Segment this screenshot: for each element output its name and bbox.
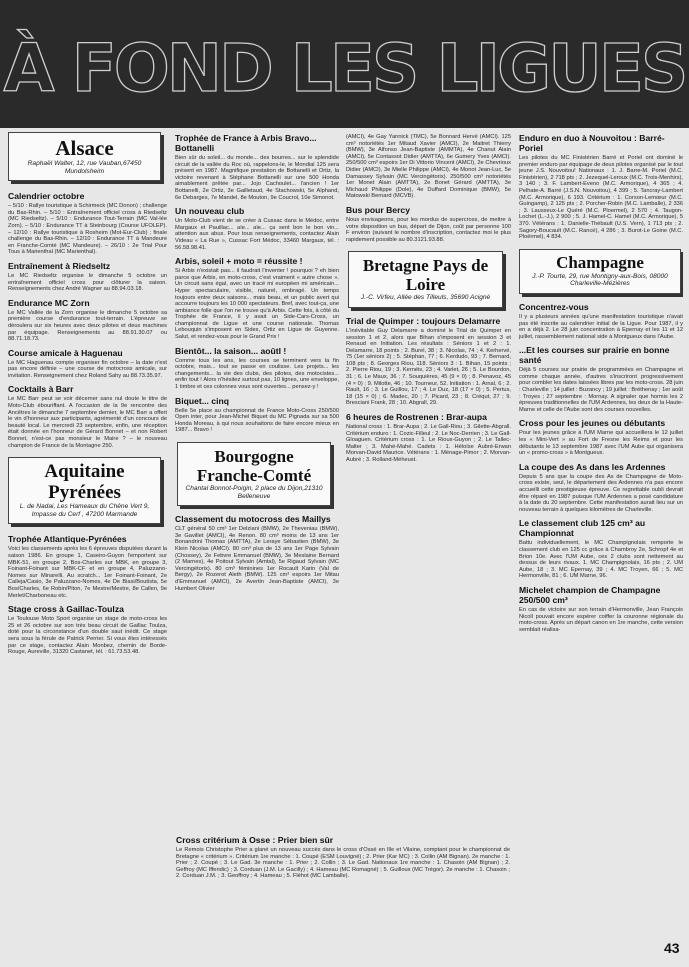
league-contact: J.-P. Tourte, 29, rue Montigny-aux-Bois, 08000 Charleville-Mézières [532,272,668,288]
article-heading: Arbis, soleil + moto = réussite ! [175,256,303,267]
league-contact: Chantal Bonnot-Poigin, 2 place du Dijon,21310 Belleneuve [185,485,323,500]
article-text: (AMCI), 4e Gay Yannick (TMC), 5e Bonnard Hervé (AMCI). 125 cm³ notoriétés 1er Mitaud Xavier (AMCI), 2e Maitret Thierry (BMW), 3e Alfonso Jean-Baptiste (AMMTA), 4e Chanut Alain (AMCI), 5e Contassot Didier (AMTTA), 6e Gumery Yves (AMCI). 250/500 cm³ espoirs 1er Di Vittorio Vincent (AMCI), 2e Chevrioux Didier (AMCI), 3e Mielle Philippe (AMCI), 4e Monot Jean-Luc, 5e Damassey Sylvain (MC Vercingétorix). 250/500 cm³ notoriétés 1er Monet Alain (AMTTA), 2e Bonet Gérard (AMTTA), 3e Michaud Philippe (Dole), 4e Duffard Dominique (BMW), 5e Matowski Bernard (MCVB). [346,134,511,200]
article-heading: 6 heures de Rostrenen : Brar-aupa [346,412,487,423]
article-text: Le MC Haguenau compte organiser fin octobre – la date n'est pas encore définie – une course de motocross amicale, sur invitation. Renseignement chez Roland Sahy au 88.73.35.97. [8,359,167,379]
article-text: Un Moto-Club vient de se créer à Cussac dans le Médoc, entre Margaux et Pauillac... aïe... aïe... ça sent bon le bon vin... attention aux abus. Pour tous renseignements, contactez Alain Videau « La Rue », Cussac Fort Médoc, 33460 Margaux, tél. : 56.58.98.41. [175,218,339,251]
article-text: Déjà 5 courses sur prairie de programmées en Champagne et comme chaque année, d'autres s'inscriront progressivement pour combler les dates laissées libres par les moto-cross. 28 juin : Charleville ; 14 juillet : Buzancy ; 19 juillet : Bréthenay ; 1er août : Troyes ; 27 septembre : Mornay. A signaler que hormis les 2 épreuves traditionnelles de l'UM Ardennes, les deux de la Haute-Marne et celle de l'Aube sont des courses nouvelles. [519,367,683,413]
league-name: Champagne [556,252,644,272]
article-text: Il y a plusieurs années qu'une manifestation touristique n'avait pas été inscrite au calendrier initial de la Ligue. Pour 1987, il y en a déjà 2. Le 28 juin concentration à Epernay et les 11 et 12 juillet, rassemblement national side à Montgueux dans l'Aube. [519,313,683,340]
article-heading: Cocktails à Barr [8,384,74,395]
article-text: Battu individuellement, le MC Champignolais remporte le classement club en 125 cc grâce à Chambroy 2e, Schropf 4e et Brion 10e. Avec l'UM Aube, ces 2 clubs sont nettement au dessus de leurs rivaux. 1. MC Champignolais, 16 pts ; 2. UM Aube, 18 ; 3. MC Epernay, 39 ; 4. MC Troyen, 66 ; 5. MC Hermonville, 81 ; 6. UM Marne, 96. [519,540,683,580]
article-heading: Classement du motocross des Maillys [175,514,331,525]
column-1 [8,128,167,928]
league-box-alsace [8,132,161,181]
article-heading: Michelet champion de Champagne 250/500 cm³ [519,584,661,605]
article-heading: Enduro en duo à Nouvoitou : Barré-Poriel [519,133,665,153]
article-heading: Stage cross à Gaillac-Toulza [8,604,124,615]
article-text: Voici les classements après les 6 épreuves disputées durant la saison 1986. En groupe 1, Caseiro-Guyon l'emportent sur MBK-51, en groupe 2, Bos-Charles sur MBK, en groupe 3, Foinant-Foinant sur MBK-CF et en groupe 4, Paluzzano-Nomes sur Minarelli. Au scratch... 1er Foinant-Foinant, 2e Calleja/Casio, 3e Paluzzano-Nomes, 4e De Biasi/Boutista, 5e Bos/Charles, 6e Robin/Piton, 7e Mestre/Mestre, 8e Callen, 9e Merlet/Charboneau etc. [8,546,167,599]
article-heading: Entraînement à Riedseltz [8,260,111,271]
league-contact: J.-C. Virfeu, Allée des Tilleuls, 35690 Acigné [360,294,491,302]
column-3 [346,128,511,928]
article-heading: Cross pour les jeunes ou débutants [519,418,666,429]
article-text: Les pilotes du MC Finistérien Barré et Poriel ont dominé le premier enduro par équipage de deux pilotes organisé par le tout jeune J.S. Nouvoitou! Nationaux : 1. J. Barre-M. Poriel (M.C. Finistérien), 2 718 pts ; 2. Jezequel-Leroux (M.C. Trois-Menhirs), 3 140 ; 3. F. Lambert-Eveno (M.C. Armorique), 4 365 ; 4. Pelhate-A. Barré (J.S.N. Nouvoitou), 4 399 ; 5. Tancray-Lambert (M.C. Armorique), 6 193. Critérium : 1. Corson-Lemœur (M.C. Guingamp), 2 125 pts ; 2. Porcher-Robin (M.C. Lamballe), 2 336 ; 3. Lausseux-Le Quéré (M.C. Ploermel), 2 570 ; 4. Taugon-Lochet (L.-J.), 2 900 ; 5. J. Hamel-C. Hamel (M.C. Armorique), 5 370. Vétérans : 1. Danielle-Thébault (U.S. Vern), 1 713 pts ; 2. Sagory-Boucault (M.C. Rancé), 4 286 ; 3. Burot-Le Goine (M.C. Ploërmel), 4 834. [519,155,683,241]
league-box-bretagne [348,251,503,308]
article-heading: Biquet... cinq [175,395,229,406]
page-number: 43 [664,940,680,956]
article-text: Depuis 5 ans que la coupe des As de Champagne de Moto-cross existe, seul, le département des Ardennes n'a pas encore accueilli cette prestigieuse épreuve. Ce regrettable oubli devrait être réparé en 1987 puisque l'UM Ardennes a posé candidature à la date du 20 septembre. Cette manifestation aurait lieu sur un nouveau terrain à quelques kilomètres de Charleville. [519,473,683,513]
article-text: – 5/10 : Rallye touristique à Schirmeck (MC Donon) ; challenge du Bas-Rhin. – 5/10 : Entraînement officiel cross à Riedseltz (MC Riedseltz). – 5/10 : Endurance Tout-Terrain (MC Val-lée Zorn). – 5/10 : Endurance TT à Steinbourg (Course UFOLEP). – 12/10 : Rallye touristique à Rosheim (Mot-Eur-Club) ; finale challenge du Bas-Rhin. – 12/10 : Endurance TT à Mandeure en Franche-Comté (MC Mandeure). – 26/10 : 2e Trial Pour Tous à Marienthal (MC Marienthal). [8,203,167,256]
article-text: Si Arbis n'existait pas... il faudrait l'inventer ! pourquoi ? eh bien parce que Arbis, en moto-cross, c'est vraiment « autre chose ». Un circuit sans égal, avec un tracé mi européen mi américain... Hyper spectaculaire, visible, naturel, ombragé. Un temps toujours entre deux saisons... mais beau, et un public avert qui accourre toujours les 10 000 spectateurs. Bref, avec tout-ça, une ambiance folle que l'on ne trouve qu'à Arbis. Cette fois, à côté du Trophée de France, il y avait un Side-Cars-Cross, un championnat de Ligue et une course nationale. Thomas Lebouquin s'imposent en Sides, Ortiz en Ligue de Guyenne. Salut, et rendez-vous pour le Grand Prix ! [175,268,339,341]
article-heading: Course amicale à Haguenau [8,347,123,358]
article-text: En cas de victoire sur son terrain d'Hermonville, Jean François Nicoll pouvait encore espérer coiffer la couronne régionale du moto-cross. Après un départ canon en 1re manche, cette version semblait réalisa- [519,606,683,633]
article-heading: ...Et les courses sur prairie en bonne santé [519,345,670,366]
article-heading: Un nouveau club [175,206,245,217]
article-heading: Trophée Atlantique-Pyrénées [8,534,127,545]
league-box-bourgogne [177,442,331,506]
article-heading: Calendrier octobre [8,191,85,202]
league-name: Aquitaine Pyrénées [44,461,125,504]
article-text: Belle 5e place au championnat de France Moto-Cross 250/500 Open inter, pour Jean-Michel Biquet du MC Pignada sur sa 500 Honda Moreau, à qui nous souhaitons de faire encore mieux en 1987... Bravo ! [175,407,339,434]
article-heading: Bus pour Bercy [346,204,410,215]
league-box-aquitaine [8,457,161,524]
article-text: Le MC Barr peut se voir décerner sans nul doute le titre de Moto-Club ébouriffant. A l'occasion de la 9e rencontre des Ancêtres le dimanche 7 septembre dernier, le MC Barr a offert le vin d'honneur aux participants, agrémenté d'un concours de beauté local. Le mercredi 23 septembre, enfin, une réception était donnée en l'honneur de Gérard Bonnet – et non Robert Bonnet, n'est-ce pas monsieur le Maire ? – le nouveau champion de France de la Montagne 250. [8,396,167,449]
article-text: National cross : 1. Brar-Aupa ; 2. Le Gall-Riou ; 3. Gilette-Abgrall. Critérium enduro : 1. Cozic-Filleul ; 2. Le Noc-Derrien ; 3. Le Gall-Gloaguen. Critérium cross : 1. Le Rioux-Guyon ; 2. Le Tallec-Malter ; 3. Mahé-Mahé. Cadets : 1. Héloïse Aubré-Erwan Morvan-David Maurice. Vétérans : 1. Ménage-Pimor ; 2. Morvan-Aubré ; 3. Rolland-Méheust. [346,424,511,463]
banner-title: À FOND LES LIGUES [3,30,686,107]
article-heading: Endurance MC Zorn [8,297,90,308]
article-text: Pour les jeunes grâce à l'UM Marne qui accueillera le 12 juillet les « Mini-Vert » au Fort de Fresne les Reims et pour les débutants le 13 septembre 1987 avec l'UM Aube qui organisera un « promo-cross » à Montgueux. [519,430,683,457]
league-contact: L. de Nadai, Les Hameaux du Chêne Vert 9, Impasse du Cerf , 47200 Marmande [19,503,150,518]
bottom-middle [176,830,510,950]
banner [0,0,689,128]
article-heading: Cross critérium à Osse : Prier bien sûr [176,835,334,845]
article-text: Nous envisageons, pour les mordus de supercross, de mettre à votre disposition un bus, départ de Dijon, coût par personne 100 F environ (suivant le nombre d'inscription, contactez moi le plus rapidement possible au 80.3121.93.88. [346,216,511,243]
article-text: Le Toulouse Moto Sport organise un stage de moto-cross les 25 et 26 octobre sur son très beau circuit de Gaillac Toulza, doté pour la circonstance d'un double saut inédit. Ce stage sera sous la férule de Patrick Perrier. Si vous êtes intéressés par ce stage, contactez Alain Monbez, chemin de Borde-Rouge, Aureville, 31320 Castanet, tél. : 61.73.53.48. [8,616,167,656]
article-heading: Concentrez-vous [519,301,589,312]
league-name: Bretagne Pays de Loire [362,256,489,295]
article-heading: La coupe des As dans les Ardennes [519,461,666,472]
article-text: CLT général 50 cm³ 1er Delziani (BMW), 2e Theveniau (BMW), 3e Gavillet (AMCI), 4e Renon. 80 cm³ moins de 13 ans 1er Bonandrini Thomas (AMTTA), 2e Leraye Sébastien (BMW), 3e Klein Nicolas (AMCI). 80 cm³ plus de 13 ans 1er Page Sylvain (Chossey), 2e Febvre Emmanuel (BMW), 3e Meslaine Bernard (2 Marnes), 4e Poitout Sylvain (Amtal), 5e Rigaud Sylvain (MC Vercingétorix). 80 cm³ féminines 1er Rocault Karin (Val de Bergy), 2e Rozerot Aleth (BMW). 125 cm³ espoirs 1er Mitau d'Emmanuel (AMCI), 2e Avertin Jean-Baptiste (AMCI), 3e Humbert Olivier [175,526,339,592]
article-text: Comme tous les ans, les courses se terminent vers la fin octobre, mais... tout se passe en coulisse. Les projets... les changements... la vie des clubs, des pilotes, des motocistes... enfin tout ! Alors n'hésitez surtout pas, 10 lignes, une enveloppe, 1 timbre et ces colonnes vous sont ouvertes... pensez-y ! [175,357,339,391]
article-text: Le MC Vallée de la Zorn organise le dimanche 5 octobre sa première course d'endurance tout-terrain. L'épreuve se déroulera sur six heures avec deux pilotes et deux machines par équipage. Renseignements au 88.91.30.07 ou 88.71.18.73. [8,309,167,343]
article-text: Le MC Riedseltz organise le dimanche 5 octobre un entraînement officiel cross pour clôturer la saison. Renseignements chez André Wagner au 88.94.03.18. [8,272,167,293]
league-box-champagne [519,249,681,294]
article-heading: Le classement club 125 cm³ au Championnat [519,518,646,539]
league-contact: Raphaël Walter, 12, rue Vauban,67450 Mundolsheim [27,160,142,175]
article-text: Bien sûr du soleil... du monde... des bourres... sur le splendide circuit de la vallée du Roc où, rappelons-le, le Mondial 125 sera présent en 1987. Magnifique prestation de Bottanelli et Ortiz, la victoire revenant à Stéphane Bottanelli sur une 500 Honda aimablement prêtée par... Jojo Cachoulet... l'ancien ! 1er Bottanelli, 2e Ortiz, 3e Gailletaud, 4e Stachowski, 5e Alphand, 6e Debarges, 7e Mandel, 8e Mouton, 9e Coucrol, 10e Simonot. [175,155,339,201]
league-name: Alsace [55,136,114,160]
article-heading: Trophée de France à Arbis Bravo... Bottanelli [175,133,317,153]
column-4 [519,128,683,928]
article-heading: Trial de Quimper : toujours Delamarre [346,315,501,326]
article-heading: Bientôt... la saison... aoûtl ! [175,345,287,356]
league-name: Bourgogne Franche-Comté [196,447,312,485]
article-text: L'inévitable Guy Delamarre a dominé le Trial de Quimper en session 1 et 2, alors que Bihan s'imposent en session 3 et Renaud en Initiation. Les résultats : Séniors 1 et 2 : 1. Delamarre, 18 points ; 2. Burel, 38 ; 3. Nicolas, 74 ; 4. Kerhervé, 75 (1er séniors 2) ; 5. Stéphan, 77 ; 6. Kerdudo, 93 ; 7. Bernard, 108 pts ; 8. Georges Riou, 118. Séniors 3 : 1. Bihan, 15 points ; 2. Pierre Riou, 19 ; 3. Kernéis, 23 ; 4. Varlet, 26 ; 5. Le Bourdon, 31 ; 6. Le Maux, 36 ; 7. Souquières, 45 (9 × 0) ; 8. Penavoz, 45 (4 × 0) ; 9. Milotte, 46 ; 10. Tourneur, 52. Initiation : 1. Arnal, 6 ; 2. Rault, 16 ; 3. Le Guillou, 17 ; 4. Le Duz, 18 (17 × 0) ; 5. Pertus, 18 (15 × 0) ; 6. Madec, 20 ; 7. Picard, 23 ; 8. Créqut, 27 ; 9. Bresciani Frank, 28 ; 10. Abgrall, 29. [346,327,511,407]
article-text: Le Remois Christophe Prier a glané un nouveau succès dans le cross d'Ossé en Ille et Vilaine, comptant pour le championnat de Bretagne « critérium ». Critérium 1re manche : 1. Coupé (ESM Louvigné) ; 2. Prier (Kar MC) ; 3. Collin (AM Bignan). 2e manche : 1. Prier ; 2. Coupé ; 3. Le Gad. 3e manche : 1. Prier ; 2. Collin ; 3. Le Gad. Nationaux 1re manche : 1. Chasoin (AM Bignan) ; 2. Geffroy (MC Iffendic) ; 3. Corduan (J.M. Le Gacilly) ; 4. Hameau (MC Romagné) ; 5. Guilloux (MC Trégor). 2e manche : 1. Chasoin ; 2. Corduan J.M. ; 3. Geoffroy ; 4. Hameau ; 5. Fléhot (MC Lamballe). [176,847,510,880]
column-2 [175,128,339,928]
